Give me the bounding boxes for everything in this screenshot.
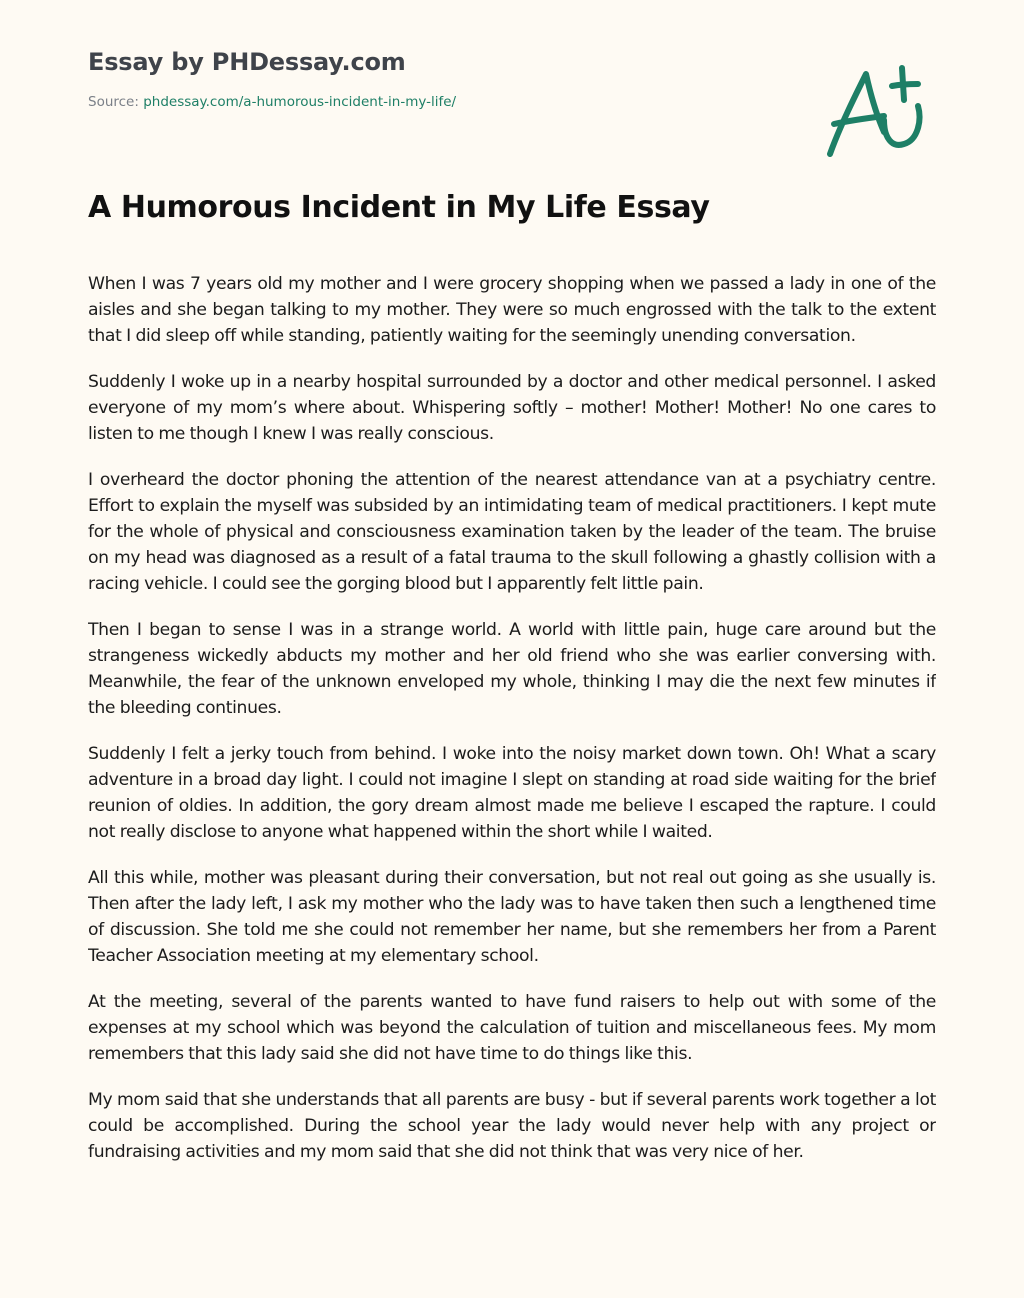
essay-paragraph: At the meeting, several of the parents wanted to have fund raisers to help out with some of the expenses at my school which was beyond the calculation of tuition and miscellaneous fees. My mom remembers that this lady said she did not have time to do things like this. bbox=[88, 992, 936, 1064]
source-link[interactable]: phdessay.com/a-humorous-incident-in-my-life/ bbox=[143, 94, 457, 110]
essay-paragraph: Then I began to sense I was in a strange world. A world with little pain, huge care around but the strangeness wickedly abducts my mother and her old friend who she was earlier conversing with. Meanwhile, the fear of the unknown enveloped my whole, thinking I may die the next few minutes if the bleeding continues. bbox=[88, 620, 936, 718]
site-brand: Essay by PHDessay.com bbox=[88, 48, 406, 76]
essay-title: A Humorous Incident in My Life Essay bbox=[88, 190, 710, 225]
essay-body bbox=[88, 271, 936, 1256]
essay-paragraph: Suddenly I woke up in a nearby hospital surrounded by a doctor and other medical personnel. I asked everyone of my mom’s where about. Whispering softly – mother! Mother! Mother! No one cares to listen to me though I knew I was really conscious. bbox=[88, 372, 936, 444]
source-label: Source: bbox=[88, 94, 144, 110]
essay-paragraph: When I was 7 years old my mother and I were grocery shopping when we passed a lady in one of the aisles and she began talking to my mother. They were so much engrossed with the talk to the extent that I did sleep off while standing, patiently waiting for the seemingly unending conversation. bbox=[88, 274, 936, 346]
essay-paragraph: Suddenly I felt a jerky touch from behind. I woke into the noisy market down town. Oh! What a scary adventure in a broad day light. I could not imagine I slept on standing at road side waiting for the brief reunion of oldies. In addition, the gory dream almost made me believe I escaped the rapture. I could not really disclose to anyone what happened within the short while I waited. bbox=[88, 744, 936, 842]
logo-check-curve bbox=[884, 106, 919, 145]
essay-paragraph: All this while, mother was pleasant during their conversation, but not real out going as she usually is. Then after the lady left, I ask my mother who the lady was to have taken then such a lengthened time of discussion. She told me she could not remember her name, but she remembers her from a Parent Teacher Association meeting at my elementary school. bbox=[88, 868, 936, 966]
a-plus-grade-icon bbox=[822, 64, 932, 164]
essay-paragraph: I overheard the doctor phoning the attention of the nearest attendance van at a psychiatry centre. Effort to explain the myself was subsided by an intimidating team of medical practitioners. I kept mute for the whole of physical and consciousness examination taken by the leader of the team. The bruise on my head was diagnosed as a result of a fatal trauma to the skull following a ghastly collision with a racing vehicle. I could see the gorging blood but I apparently felt little pain. bbox=[88, 470, 936, 594]
logo-a-stroke bbox=[830, 74, 884, 154]
site-header bbox=[88, 48, 456, 110]
source-line bbox=[88, 94, 456, 110]
essay-paragraph: My mom said that she understands that all parents are busy - but if several parents work together a lot could be accomplished. During the school year the lady would never help with any project or fundraising activities and my mom said that she did not think that was very nice of her. bbox=[88, 1090, 936, 1162]
logo-plus-vertical bbox=[902, 68, 904, 100]
